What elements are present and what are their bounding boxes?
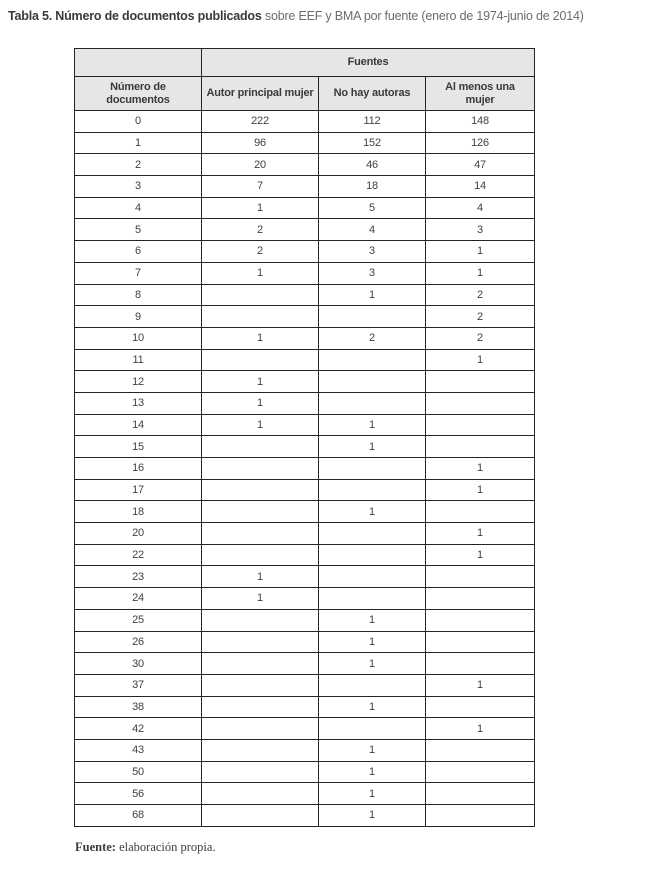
row-label-cell: 23 bbox=[75, 566, 202, 588]
table-row bbox=[75, 631, 535, 653]
value-cell bbox=[202, 284, 319, 306]
table-row bbox=[75, 262, 535, 284]
value-cell: 2 bbox=[202, 241, 319, 263]
table-row bbox=[75, 111, 535, 133]
table-caption bbox=[8, 9, 656, 24]
table-row bbox=[75, 458, 535, 480]
table-row bbox=[75, 718, 535, 740]
column-header-row bbox=[75, 77, 535, 111]
table-row bbox=[75, 306, 535, 328]
value-cell: 1 bbox=[319, 609, 426, 631]
row-label-cell: 50 bbox=[75, 761, 202, 783]
table-row bbox=[75, 588, 535, 610]
row-label-cell: 24 bbox=[75, 588, 202, 610]
value-cell: 4 bbox=[426, 197, 535, 219]
row-label-cell: 38 bbox=[75, 696, 202, 718]
value-cell: 1 bbox=[202, 414, 319, 436]
table-row bbox=[75, 805, 535, 827]
table-row bbox=[75, 739, 535, 761]
value-cell: 7 bbox=[202, 176, 319, 198]
row-label-cell: 13 bbox=[75, 392, 202, 414]
table-row bbox=[75, 479, 535, 501]
value-cell: 1 bbox=[426, 479, 535, 501]
value-cell bbox=[426, 609, 535, 631]
value-cell: 1 bbox=[426, 523, 535, 545]
value-cell: 148 bbox=[426, 111, 535, 133]
column-header-al-menos-una-mujer: Al menos una mujer bbox=[426, 77, 535, 111]
value-cell bbox=[202, 544, 319, 566]
value-cell: 1 bbox=[319, 631, 426, 653]
table-row bbox=[75, 284, 535, 306]
table-row bbox=[75, 783, 535, 805]
value-cell bbox=[426, 653, 535, 675]
row-label-cell: 4 bbox=[75, 197, 202, 219]
table-row bbox=[75, 609, 535, 631]
row-label-cell: 25 bbox=[75, 609, 202, 631]
table-row bbox=[75, 219, 535, 241]
row-label-cell: 30 bbox=[75, 653, 202, 675]
value-cell: 1 bbox=[319, 805, 426, 827]
value-cell: 14 bbox=[426, 176, 535, 198]
value-cell: 1 bbox=[319, 436, 426, 458]
value-cell bbox=[426, 588, 535, 610]
value-cell: 112 bbox=[319, 111, 426, 133]
row-label-cell: 15 bbox=[75, 436, 202, 458]
row-label-cell: 10 bbox=[75, 327, 202, 349]
table-row bbox=[75, 327, 535, 349]
value-cell bbox=[426, 371, 535, 393]
row-label-cell: 8 bbox=[75, 284, 202, 306]
value-cell: 3 bbox=[319, 241, 426, 263]
row-label-cell: 20 bbox=[75, 523, 202, 545]
column-header-no-hay-autoras: No hay autoras bbox=[319, 77, 426, 111]
value-cell: 1 bbox=[319, 783, 426, 805]
documents-by-source-table bbox=[74, 48, 535, 827]
value-cell bbox=[426, 631, 535, 653]
value-cell bbox=[202, 458, 319, 480]
value-cell: 1 bbox=[319, 696, 426, 718]
value-cell bbox=[426, 501, 535, 523]
value-cell bbox=[202, 436, 319, 458]
value-cell: 1 bbox=[426, 674, 535, 696]
value-cell: 1 bbox=[202, 588, 319, 610]
value-cell bbox=[202, 805, 319, 827]
table-row bbox=[75, 761, 535, 783]
source-note-label: Fuente: bbox=[75, 840, 116, 854]
value-cell bbox=[426, 805, 535, 827]
table-header bbox=[75, 49, 535, 111]
row-label-cell: 16 bbox=[75, 458, 202, 480]
table-row bbox=[75, 674, 535, 696]
value-cell: 1 bbox=[202, 197, 319, 219]
row-label-cell: 2 bbox=[75, 154, 202, 176]
table-row bbox=[75, 436, 535, 458]
column-header-numero-de-documentos: Número de documentos bbox=[75, 77, 202, 111]
row-label-cell: 6 bbox=[75, 241, 202, 263]
row-label-cell: 56 bbox=[75, 783, 202, 805]
table-caption-rest: sobre EEF y BMA por fuente (enero de 1974-junio de 2014) bbox=[261, 9, 584, 23]
value-cell: 1 bbox=[426, 544, 535, 566]
row-label-cell: 12 bbox=[75, 371, 202, 393]
value-cell: 1 bbox=[319, 284, 426, 306]
value-cell: 1 bbox=[202, 262, 319, 284]
value-cell: 1 bbox=[202, 371, 319, 393]
value-cell bbox=[202, 349, 319, 371]
value-cell bbox=[426, 739, 535, 761]
column-header-autor-principal-mujer: Autor principal mujer bbox=[202, 77, 319, 111]
value-cell bbox=[426, 392, 535, 414]
value-cell bbox=[426, 566, 535, 588]
value-cell: 3 bbox=[319, 262, 426, 284]
row-label-cell: 22 bbox=[75, 544, 202, 566]
value-cell bbox=[319, 544, 426, 566]
row-label-cell: 14 bbox=[75, 414, 202, 436]
value-cell bbox=[202, 631, 319, 653]
row-label-cell: 5 bbox=[75, 219, 202, 241]
value-cell: 1 bbox=[426, 718, 535, 740]
table-row bbox=[75, 392, 535, 414]
table-row bbox=[75, 197, 535, 219]
table-caption-bold: Tabla 5. Número de documentos publicados bbox=[8, 9, 262, 23]
row-label-cell: 17 bbox=[75, 479, 202, 501]
value-cell bbox=[319, 458, 426, 480]
table-row bbox=[75, 414, 535, 436]
table-row bbox=[75, 176, 535, 198]
value-cell bbox=[202, 761, 319, 783]
row-label-cell: 11 bbox=[75, 349, 202, 371]
table-row bbox=[75, 501, 535, 523]
table-row bbox=[75, 132, 535, 154]
value-cell bbox=[319, 392, 426, 414]
value-cell bbox=[202, 306, 319, 328]
value-cell bbox=[319, 371, 426, 393]
table-body bbox=[75, 111, 535, 827]
row-label-cell: 1 bbox=[75, 132, 202, 154]
source-note bbox=[75, 840, 216, 855]
row-label-cell: 7 bbox=[75, 262, 202, 284]
value-cell bbox=[319, 479, 426, 501]
value-cell: 5 bbox=[319, 197, 426, 219]
value-cell bbox=[426, 696, 535, 718]
value-cell: 2 bbox=[426, 327, 535, 349]
value-cell: 1 bbox=[319, 653, 426, 675]
value-cell: 222 bbox=[202, 111, 319, 133]
value-cell bbox=[319, 674, 426, 696]
row-label-cell: 37 bbox=[75, 674, 202, 696]
value-cell: 1 bbox=[202, 327, 319, 349]
value-cell bbox=[319, 306, 426, 328]
value-cell: 1 bbox=[319, 501, 426, 523]
value-cell: 2 bbox=[426, 284, 535, 306]
row-label-cell: 18 bbox=[75, 501, 202, 523]
value-cell: 1 bbox=[202, 566, 319, 588]
value-cell bbox=[426, 414, 535, 436]
value-cell bbox=[202, 783, 319, 805]
table-row bbox=[75, 696, 535, 718]
value-cell bbox=[319, 588, 426, 610]
value-cell: 2 bbox=[426, 306, 535, 328]
value-cell: 152 bbox=[319, 132, 426, 154]
value-cell bbox=[202, 501, 319, 523]
value-cell bbox=[426, 783, 535, 805]
row-label-cell: 9 bbox=[75, 306, 202, 328]
row-label-cell: 3 bbox=[75, 176, 202, 198]
value-cell bbox=[319, 718, 426, 740]
empty-corner-cell bbox=[75, 49, 202, 77]
value-cell: 1 bbox=[319, 761, 426, 783]
value-cell: 4 bbox=[319, 219, 426, 241]
value-cell: 1 bbox=[202, 392, 319, 414]
group-header-row bbox=[75, 49, 535, 77]
value-cell bbox=[202, 653, 319, 675]
value-cell bbox=[202, 718, 319, 740]
table-row bbox=[75, 241, 535, 263]
table-row bbox=[75, 349, 535, 371]
row-label-cell: 26 bbox=[75, 631, 202, 653]
row-label-cell: 42 bbox=[75, 718, 202, 740]
value-cell bbox=[426, 436, 535, 458]
value-cell: 46 bbox=[319, 154, 426, 176]
table-row bbox=[75, 566, 535, 588]
value-cell: 18 bbox=[319, 176, 426, 198]
row-label-cell: 68 bbox=[75, 805, 202, 827]
value-cell bbox=[426, 761, 535, 783]
source-note-text: elaboración propia. bbox=[115, 840, 216, 854]
value-cell bbox=[202, 479, 319, 501]
value-cell bbox=[319, 566, 426, 588]
row-label-cell: 0 bbox=[75, 111, 202, 133]
value-cell: 47 bbox=[426, 154, 535, 176]
value-cell bbox=[202, 739, 319, 761]
value-cell: 20 bbox=[202, 154, 319, 176]
value-cell: 3 bbox=[426, 219, 535, 241]
value-cell: 1 bbox=[426, 458, 535, 480]
value-cell bbox=[202, 609, 319, 631]
value-cell: 1 bbox=[319, 739, 426, 761]
value-cell: 96 bbox=[202, 132, 319, 154]
value-cell: 1 bbox=[426, 262, 535, 284]
row-label-cell: 43 bbox=[75, 739, 202, 761]
table-row bbox=[75, 371, 535, 393]
value-cell: 1 bbox=[426, 241, 535, 263]
value-cell bbox=[202, 696, 319, 718]
value-cell: 2 bbox=[319, 327, 426, 349]
value-cell: 1 bbox=[426, 349, 535, 371]
fuentes-group-header: Fuentes bbox=[202, 49, 535, 77]
value-cell: 1 bbox=[319, 414, 426, 436]
value-cell: 126 bbox=[426, 132, 535, 154]
value-cell: 2 bbox=[202, 219, 319, 241]
value-cell bbox=[202, 674, 319, 696]
table-row bbox=[75, 544, 535, 566]
table-row bbox=[75, 523, 535, 545]
value-cell bbox=[319, 523, 426, 545]
value-cell bbox=[202, 523, 319, 545]
table-row bbox=[75, 653, 535, 675]
table-row bbox=[75, 154, 535, 176]
value-cell bbox=[319, 349, 426, 371]
